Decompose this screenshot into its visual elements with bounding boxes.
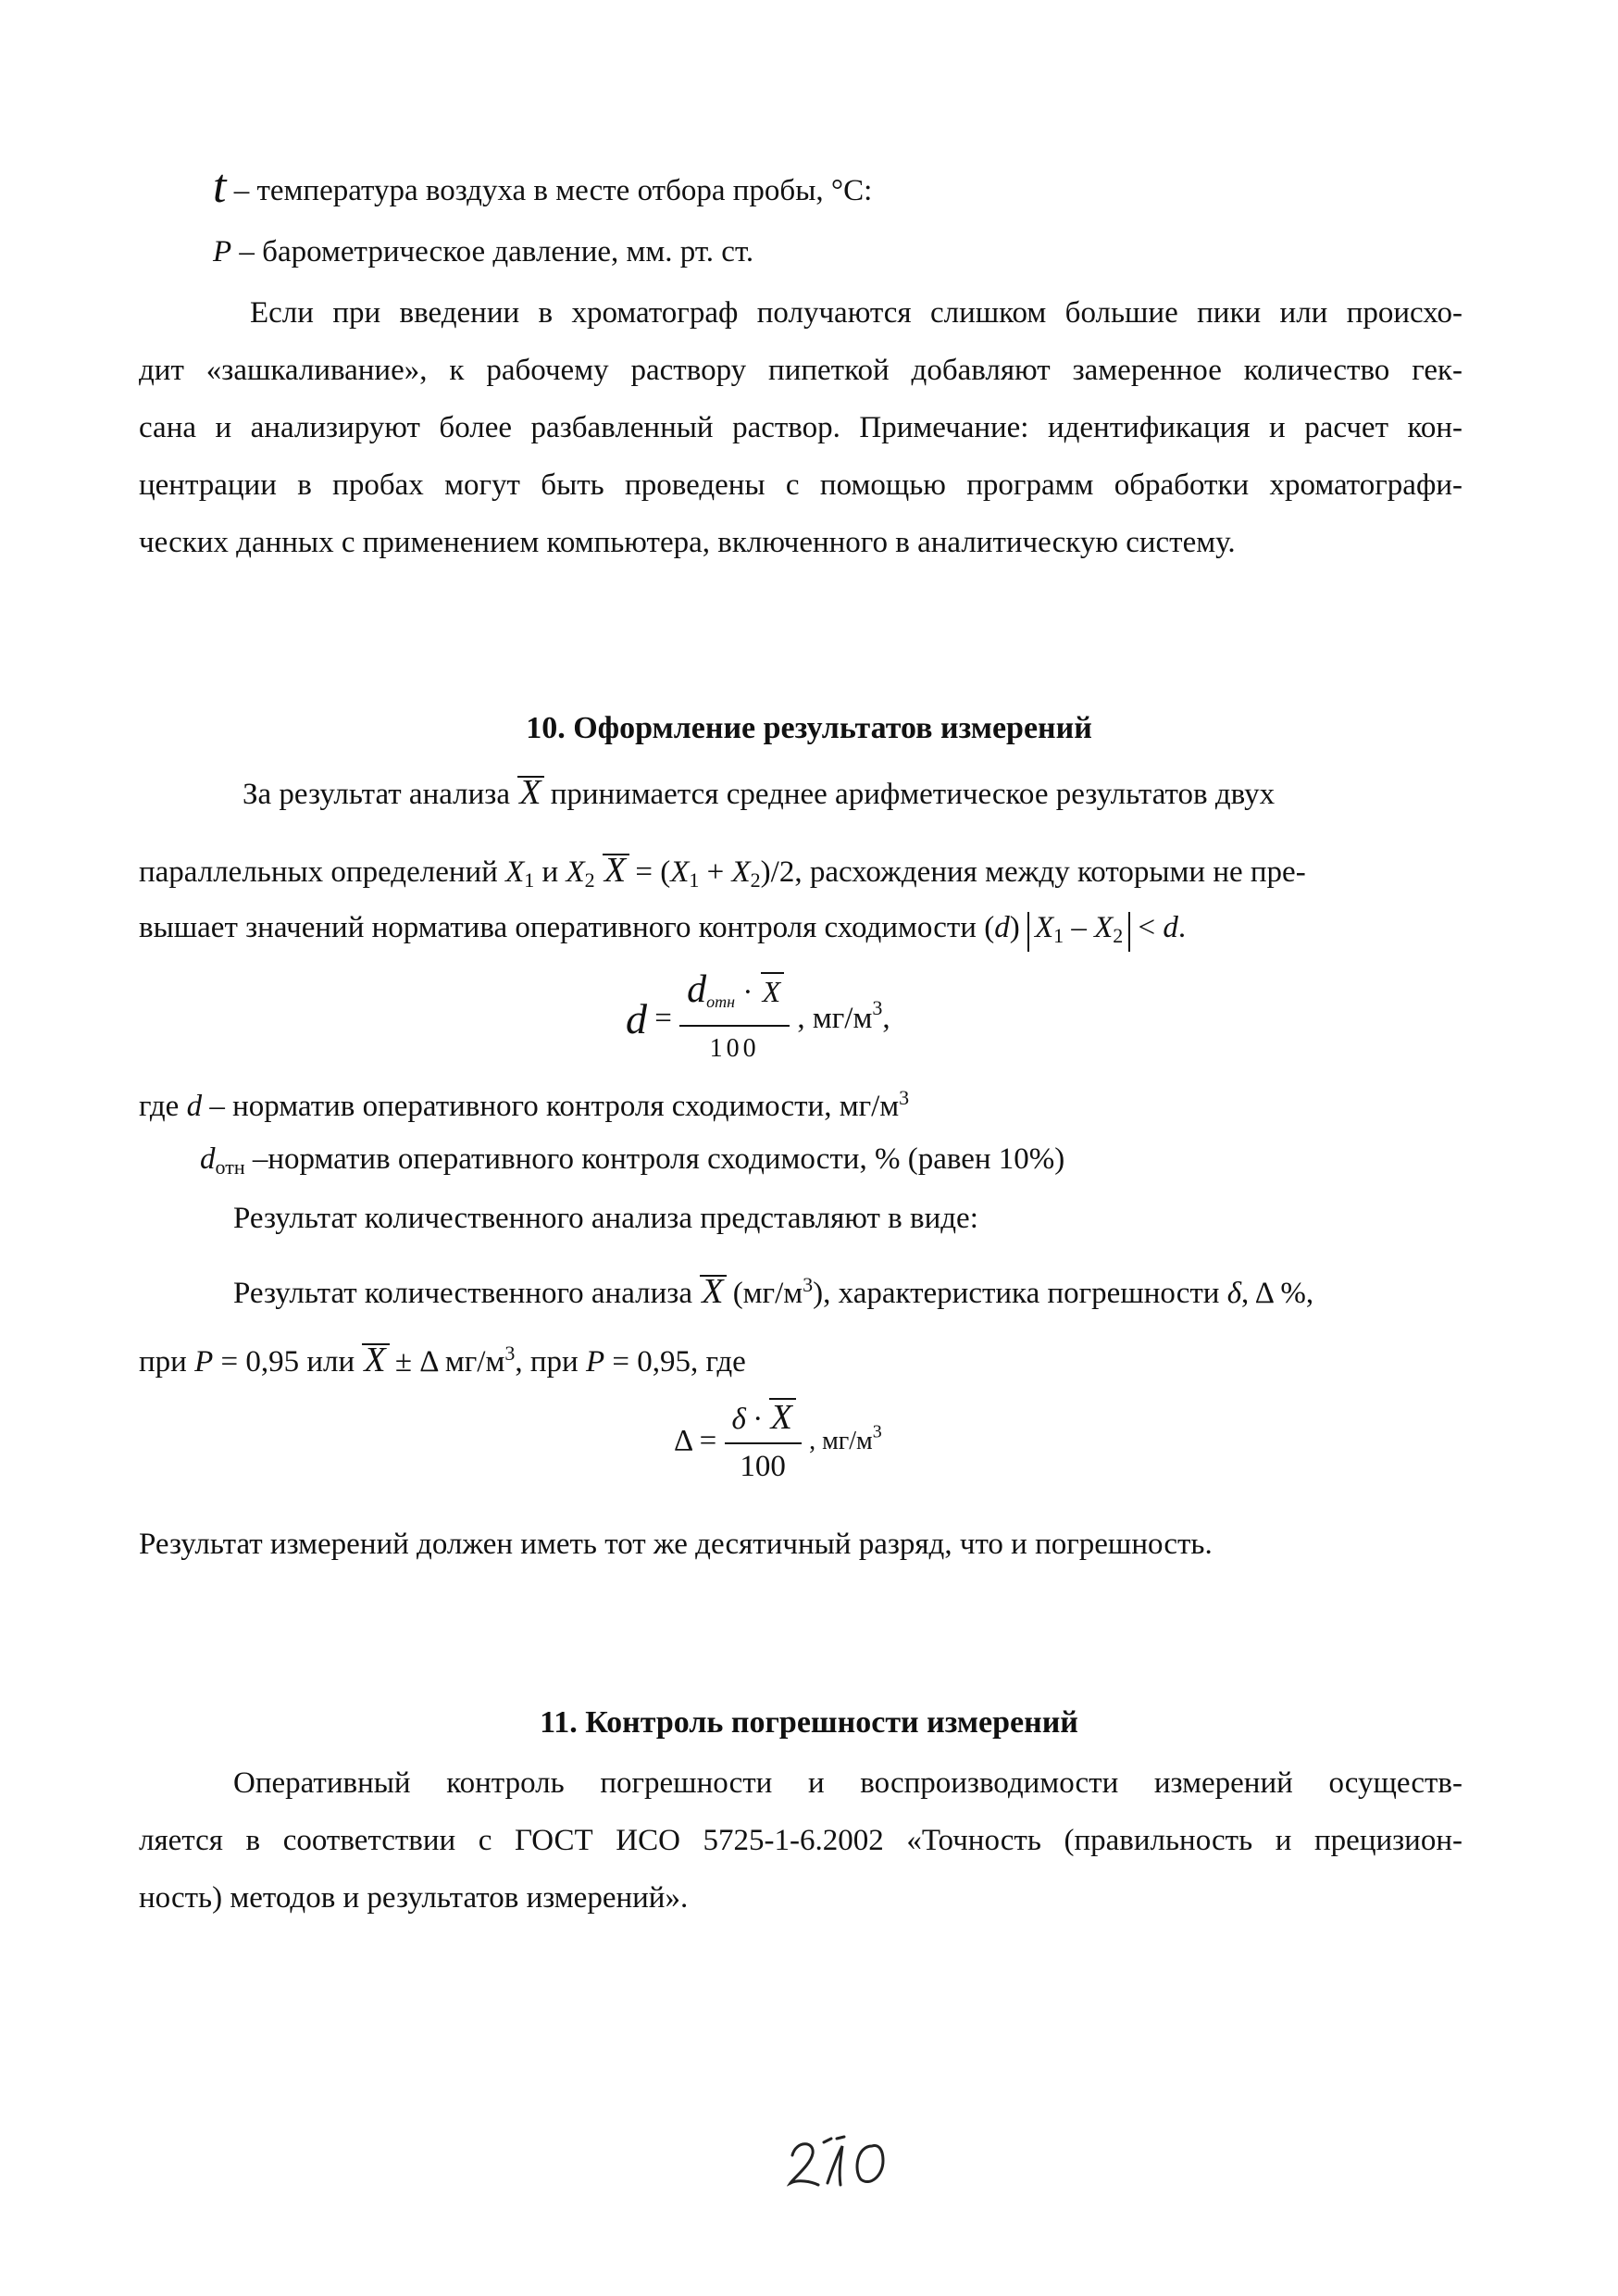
formula-d-lhs: d [626,995,647,1042]
formula-delta-lhs: Δ = [674,1424,725,1458]
section11-line-1: Оперативный контроль погрешности и воспроизводимости измерений осуществ- [233,1766,1462,1800]
section10-line-2: параллельных определений $X_1$ и $X_2$ $X = (X_1 + X_2)/2$, расхождения между которыми не пре- [139,851,1306,892]
symbol-p: Р [213,235,232,268]
section11-line-3: ность) методов и результатов измерений». [139,1881,689,1915]
formula-d-fraction [679,968,790,1069]
symbol-t: t [213,160,227,213]
definition-t-text: – температура воздуха в месте отбора пробы, °С: [226,174,873,207]
where-dotn-line: $d_{отн}$ –норматив оперативного контроля сходимости, % (равен 10%) [200,1142,1065,1179]
formula-delta-numerator: δ · X [725,1396,802,1444]
result-line-3: при Р = 0,95 или X ± Δ $мг/м^3$, при Р = 0,95, где [139,1341,746,1379]
result-form-line: Результат количественного анализа представляют в виде: [233,1202,978,1235]
section11-heading: 11. Контроль погрешности измерений [540,1705,1078,1740]
final-line-section10: Результат измерений должен иметь тот же десятичный разряд, что и погрешность. [139,1528,1213,1561]
formula-d: d = $\frac{d_{отн} \cdot X}{100}$ , $мг/м^3$, [626,968,890,1069]
definition-p [213,233,753,270]
x-mean-symbol: X [604,851,627,890]
formula-delta-denominator: 100 [740,1450,786,1483]
handwritten-page-number [787,2129,898,2194]
formula-d-denominator: 100 [709,1034,760,1063]
section11-line-2: ляется в соответствии с ГОСТ ИСО 5725-1-6.2002 «Точность (правильность и прецизион- [139,1824,1462,1857]
paragraph1-line-1: Если при введении в хроматограф получаются слишком большие пики или происхо- [250,296,1462,330]
definition-t [213,160,873,213]
result-line-2: Результат количественного анализа X $(мг/м^3)$, характеристика погрешности δ, Δ %, [233,1272,1314,1311]
definition-p-text: – барометрическое давление, мм. рт. ст. [231,235,754,268]
formula-delta-fraction [725,1396,802,1487]
where-d-line: где d – норматив оперативного контроля сходимости, $мг/м^3$ [139,1086,910,1123]
formula-d-numerator: $d_{отн} \cdot X$ [679,968,790,1027]
formula-delta: Δ = $\frac{\delta \cdot X}{100}$ , $мг/м^3$ [674,1396,882,1487]
paragraph1-line-2: дит «зашкаливание», к рабочему раствору пипеткой добавляют замеренное количество гек- [139,354,1462,387]
paragraph1-line-5: ческих данных с применением компьютера, включенного в аналитическую систему. [139,526,1236,559]
section10-heading: 10. Оформление результатов измерений [526,711,1092,745]
paragraph1-line-4: центрации в пробах могут быть проведены с помощью программ обработки хроматографи- [139,468,1462,502]
paragraph1-line-3: сана и анализируют более разбавленный раствор. Примечание: идентификация и расчет кон- [139,411,1462,444]
section10-line-3: вышает значений норматива оперативного контроля сходимости (d) $X_1 - X_2 < d$. [139,909,1186,952]
abs-difference: $X_1 - X_2$ [1027,912,1130,952]
x-mean-symbol: X [519,773,541,812]
section10-line-1: За результат анализа X принимается среднее арифметическое результатов двух [243,773,1276,812]
